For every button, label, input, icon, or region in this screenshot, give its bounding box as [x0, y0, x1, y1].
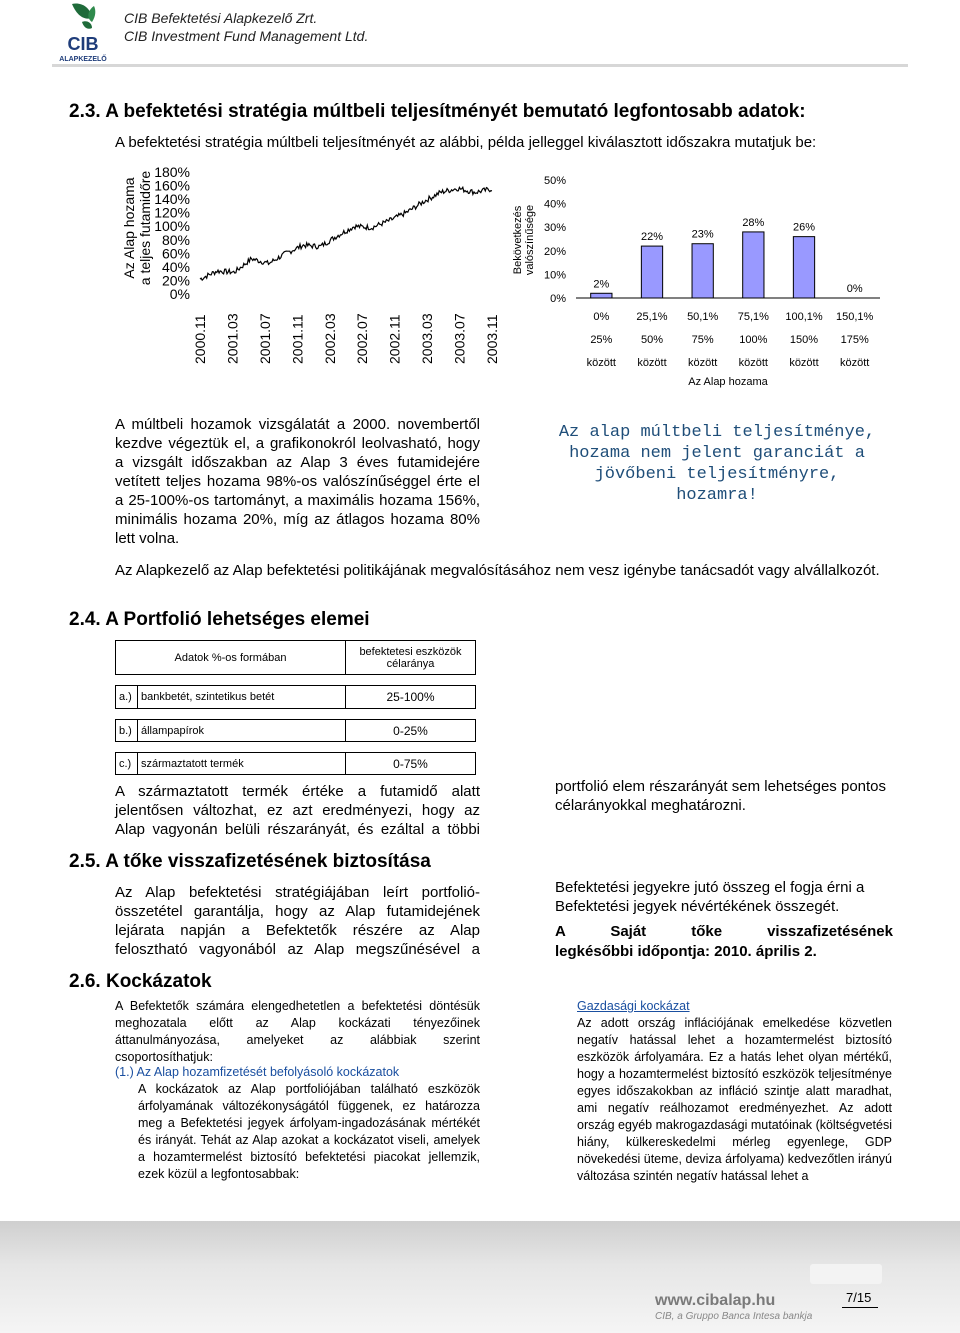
- section-2-3-intro: A befektetési stratégia múltbeli teljesítményét az alábbi, példa jelleggel kiválasztott időszakra mutatjuk be:: [115, 134, 817, 151]
- section-2-5-title: 2.5. A tőke visszafizetésének biztosítása: [69, 851, 431, 872]
- economic-risk-para: Az adott ország inflációjának emelkedése közvetlen negatív hatással lehet a hozamtermelést biztosító eszközök árfolyamára. Ez a hatás lehet olyan mértékű, hogy a hozamtermelést biztosító eszközök teljesítménye egyes időszakokban az infláció szintje alatt maradhat, ami negatív reálhozamot eredményezhet. Az adott ország egyéb makrogazdasági mutatóinak (költségvetési hiány, külkereskedelmi mérleg egyenlege, GDP növekedési üteme, deviza árfolyama) kedvezőtlen irányú változása szintén negatív hatással lehet a: [577, 1016, 892, 1183]
- row-value: 0-25%: [346, 720, 476, 742]
- table-header-row: [116, 641, 476, 675]
- section-2-6-subheading: (1.) Az Alap hozamfizetését befolyásoló kockázatok: [115, 1065, 400, 1079]
- line-chart-xtick: 2002.07: [354, 313, 371, 364]
- bar-chart-xcat-from: 0%: [593, 311, 610, 323]
- bar-chart-ylabel-line2: valószínűsége: [524, 204, 536, 276]
- bar-chart-xcat-from: 100,1%: [785, 311, 823, 323]
- bar-chart-xcat-between: között: [839, 357, 870, 369]
- line-chart-xtick: 2002.03: [321, 313, 338, 364]
- footer-logo-mark: [810, 1264, 882, 1284]
- bar-chart-data-label: 2%: [593, 278, 610, 291]
- logo-text: CIB: [67, 34, 99, 54]
- bar-chart-xcat-between: között: [586, 357, 617, 369]
- line-chart-ytick: 100%: [154, 218, 190, 235]
- section-2-6-title: 2.6. Kockázatok: [69, 971, 212, 992]
- bar-chart-xcat-between: között: [789, 357, 819, 369]
- bar-chart-xcat-between: között: [637, 357, 667, 369]
- line-chart: [112, 158, 502, 388]
- row-name: állampapírok: [138, 720, 346, 742]
- line-chart-ylabel: [121, 171, 153, 286]
- page-number-rule: [842, 1307, 878, 1308]
- table-header-left: Adatok %-os formában: [116, 641, 346, 675]
- bar-chart-bar: [793, 237, 814, 298]
- bar-chart-ytick: 50%: [543, 175, 566, 187]
- company-name-en: CIB Investment Fund Management Ltd.: [124, 28, 369, 44]
- line-chart-xtick: 2002.11: [386, 314, 403, 364]
- line-chart-xtick: 2000.11: [192, 314, 208, 364]
- footer-url[interactable]: www.cibalap.hu: [655, 1292, 776, 1309]
- cib-logo: [52, 0, 114, 64]
- advisor-note: Az Alapkezelő az Alap befektetési politikájának megvalósításához nem vesz igénybe tanácsadót vagy alvállalkozót.: [115, 562, 880, 579]
- line-chart-ylabel-line1: Az Alap hozama: [121, 177, 137, 279]
- bar-chart: [508, 168, 888, 394]
- section-2-4-para-left: A származtatott termék értéke a futamidő alatt jelentősen változhat, ez azt eredményezi, hogy az Alap vagyonán belüli részarányát, és ezáltal a többi: [115, 783, 480, 838]
- bar-chart-xcat-from: 150,1%: [836, 311, 874, 323]
- section-2-5-bold-line2: legkésőbbi időpontja: 2010. április 2.: [555, 943, 817, 960]
- bar-chart-xcat-between: között: [687, 357, 718, 369]
- bar-chart-xcat-between: között: [738, 357, 769, 369]
- line-chart-xtick: 2003.07: [451, 313, 468, 364]
- line-chart-ytick: 40%: [161, 258, 190, 275]
- bar-chart-bar: [692, 244, 713, 298]
- analysis-paragraph: A múltbeli hozamok vizsgálatát a 2000. novembertől kezdve végeztük el, a grafikonokról leolvasható, hogy a vizsgált időszakban az Alap 3 éves futamidejére vetített teljes hozama 98%-os valószínűséggel érte el a 25-100%-os tartományt, a maximális hozama 156%, minimális hozama 20%, míg az átlagos hozama 80% lett volna.: [115, 416, 480, 547]
- line-chart-ytick: 160%: [154, 177, 190, 194]
- bar-chart-xcat-to: 100%: [739, 334, 768, 346]
- page-number: 7/15: [846, 1290, 872, 1305]
- bar-chart-ytick: 20%: [543, 245, 566, 258]
- line-chart-ytick: 20%: [161, 272, 190, 289]
- line-chart-ytick: 80%: [161, 231, 190, 248]
- row-value: 25-100%: [346, 686, 476, 709]
- line-chart-xtick: 2001.11: [289, 314, 306, 364]
- disclaimer-text: Az alap múltbeli teljesítménye, hozama nem jelent garanciát a jövőbeni teljesítményre, hozamra!: [558, 423, 876, 505]
- bar-chart-xcat-to: 75%: [691, 334, 714, 346]
- footer-subtitle: CIB, a Gruppo Banca Intesa bankja: [655, 1311, 813, 1322]
- bar-chart-ylabel-line1: Bekövetkezés: [512, 205, 524, 275]
- bar-chart-xcat-to: 150%: [789, 334, 819, 346]
- bar-chart-bar: [743, 232, 764, 298]
- line-chart-ytick: 180%: [154, 164, 190, 180]
- bar-chart-ytick: 40%: [543, 198, 566, 211]
- table-row: [116, 720, 476, 742]
- section-2-6-intro: A Befektetők számára elengedhetetlen a befektetési döntésük meghozatala előtt az Alap kockázati tényezőinek áttanulmányozása, amelyeket az alábbiak szerint csoportosíthatjuk:: [115, 999, 480, 1064]
- section-2-5-bold-line1: A Saját tőke visszafizetésének: [555, 923, 893, 940]
- row-value: 0-75%: [346, 753, 476, 775]
- bar-chart-xcat-to: 175%: [840, 334, 869, 346]
- section-2-4-para-right: portfolió elem részarányát sem lehetséges pontos célarányokkal meghatározni.: [555, 778, 887, 814]
- section-2-5-para-right: Befektetési jegyekre jutó összeg el fogja érni a Befektetési jegyek névértékének összegét.: [555, 879, 865, 915]
- line-chart-ytick: 140%: [154, 191, 190, 208]
- bar-chart-ytick: 10%: [543, 269, 566, 282]
- bar-chart-xcat-from: 25,1%: [636, 311, 668, 323]
- section-2-3-title: 2.3. A befektetési stratégia múltbeli teljesítményét bemutató legfontosabb adatok:: [69, 101, 806, 122]
- header-divider: [52, 64, 908, 67]
- bar-chart-xcat-from: 50,1%: [687, 311, 719, 323]
- bar-chart-xcat-from: 75,1%: [737, 311, 769, 323]
- line-chart-ytick: 120%: [154, 204, 190, 221]
- row-letter: c.): [116, 753, 138, 775]
- portfolio-table: [115, 640, 476, 775]
- section-2-5-para-left: Az Alap befektetési stratégiájában leírt portfolió-összetétel garantálja, hogy az Alap futamidejének lejárata napján a Befektetők részére az Alap felosztható vagyonából az Alap megszűnésével a: [115, 884, 480, 958]
- line-chart-ytick: 60%: [161, 245, 190, 262]
- line-chart-series: [200, 187, 492, 280]
- row-name: bankbetét, szintetikus betét: [138, 686, 346, 709]
- line-chart-xtick: 2003.11: [484, 314, 500, 364]
- line-chart-xtick: 2001.03: [224, 313, 241, 364]
- line-chart-ylabel-line2: a teljes futamidőre: [137, 170, 153, 286]
- row-name: származtatott termék: [138, 753, 346, 775]
- table-row: [116, 753, 476, 775]
- line-chart-xtick: 2003.03: [419, 313, 436, 364]
- economic-risk-link[interactable]: Gazdasági kockázat: [577, 999, 690, 1013]
- table-header-right: befektetesi eszközök célaránya: [346, 641, 476, 675]
- company-name-hu: CIB Befektetési Alapkezelő Zrt.: [124, 10, 318, 26]
- bar-chart-bar: [641, 246, 662, 298]
- table-row: [116, 686, 476, 709]
- bar-chart-xcat-to: 25%: [590, 334, 613, 346]
- bar-chart-data-label: 22%: [640, 231, 664, 244]
- bar-chart-xcat-to: 50%: [640, 334, 664, 346]
- bar-chart-xlabel: Az Alap hozama: [688, 376, 768, 388]
- bar-chart-data-label: 26%: [792, 221, 816, 234]
- line-chart-ytick: 0%: [169, 286, 190, 302]
- line-chart-xtick: 2001.07: [256, 313, 273, 364]
- bar-chart-bar: [591, 293, 612, 298]
- row-letter: b.): [116, 720, 138, 742]
- row-letter: a.): [116, 686, 138, 709]
- bar-chart-data-label: 28%: [742, 216, 765, 229]
- bar-chart-ytick: 0%: [550, 293, 566, 305]
- bar-chart-ytick: 30%: [543, 222, 566, 235]
- section-2-6-sub-para: A kockázatok az Alap portfoliójában található eszközök árfolyamának változékonyságától függenek, ez határozza meg a Befektetési jegyek árfolyam-ingadozásának mértékét és irányát. Tehát az Alap azokat a kockázatot viseli, amelyek a hozamtermelést biztosító befektetési piacokat jellemzik, ezek közül a legfontosabbak:: [138, 1082, 480, 1181]
- bar-chart-data-label: 23%: [691, 228, 714, 241]
- bar-chart-data-label: 0%: [846, 283, 863, 295]
- logo-subtext: ALAPKEZELŐ: [59, 56, 107, 63]
- section-2-4-title: 2.4. A Portfolió lehetséges elemei: [69, 609, 370, 630]
